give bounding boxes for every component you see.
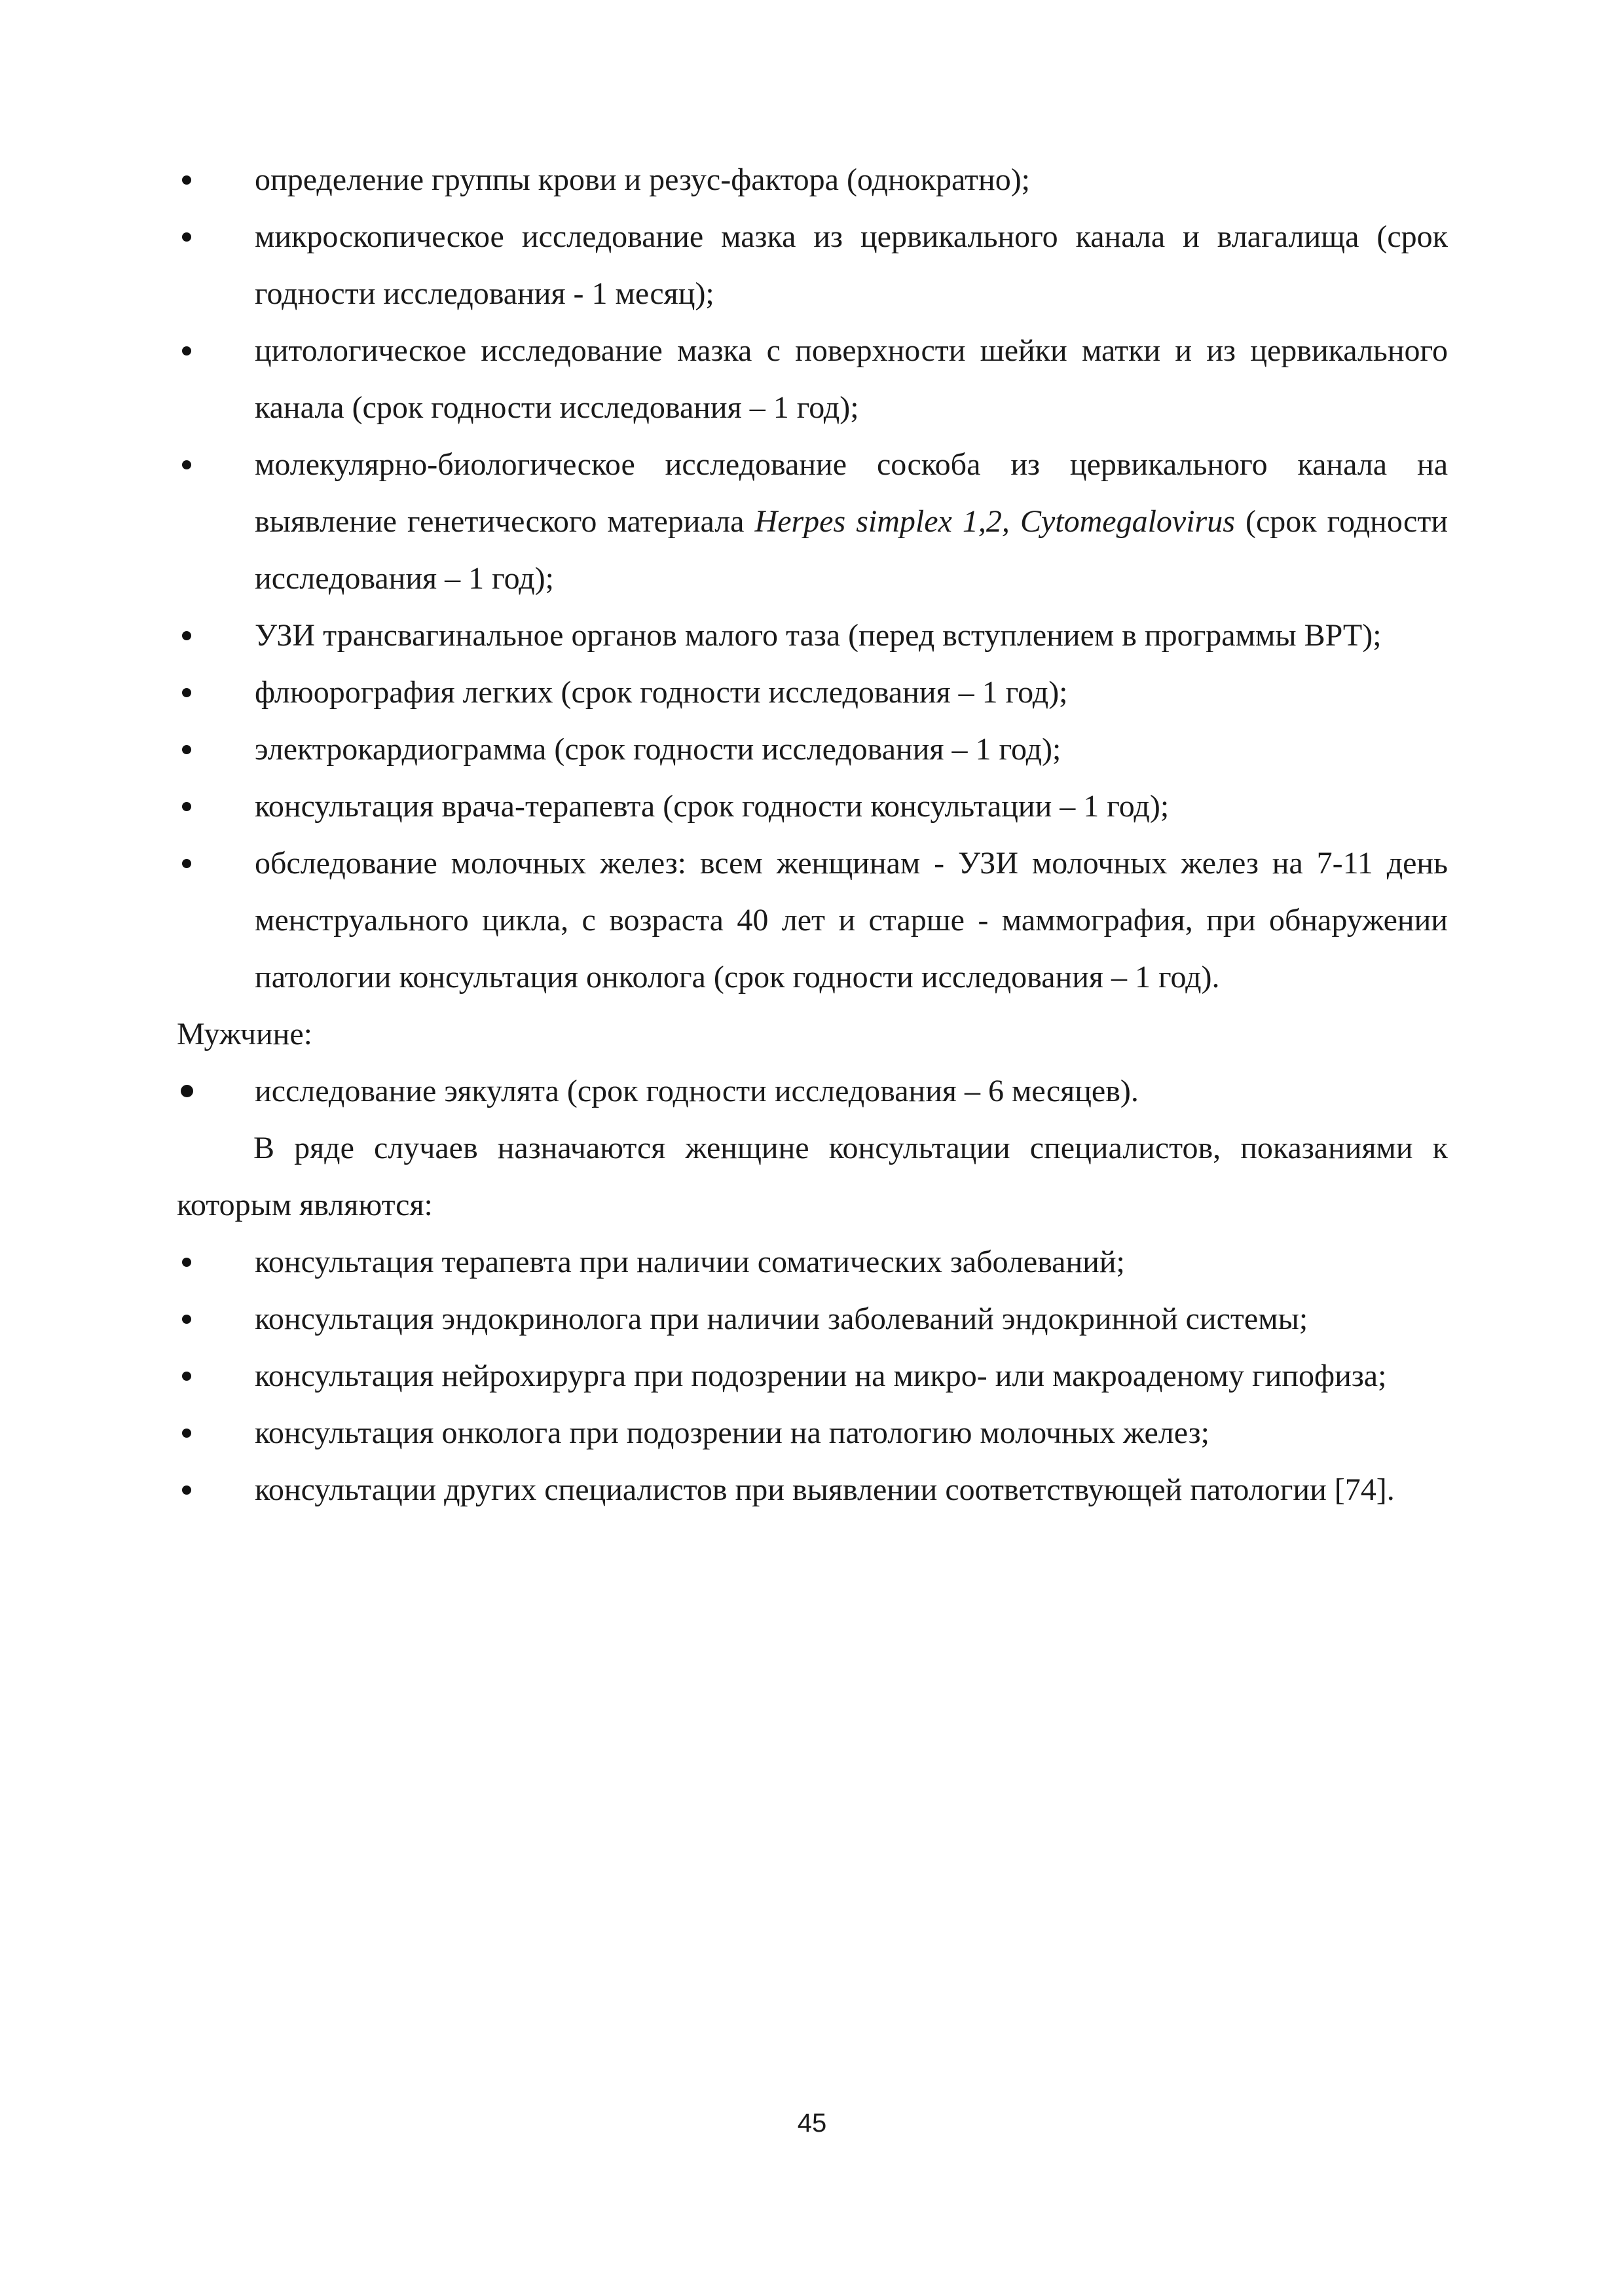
bullet-icon	[177, 322, 210, 379]
list-item: исследование эякулята (срок годности исследования – 6 месяцев).	[177, 1063, 1448, 1120]
list-item: молекулярно-биологическое исследование соскоба из цервикального канала на выявление генетического материала Herpes simplex 1,2, Cytomegalovirus (срок годности исследования – 1 год);	[177, 436, 1448, 607]
list-item: консультация нейрохирурга при подозрении на микро- или макроаденому гипофиза;	[177, 1347, 1448, 1404]
bullet-icon	[177, 1347, 210, 1404]
bullet-icon	[177, 721, 210, 778]
bullet-icon	[177, 664, 210, 721]
bullet-icon	[177, 1404, 210, 1461]
list-item: микроскопическое исследование мазка из цервикального канала и влагалища (срок годности исследования - 1 месяц);	[177, 208, 1448, 322]
consultation-list	[177, 1233, 1448, 1518]
men-heading: Мужчине:	[177, 1017, 312, 1051]
list-item: цитологическое исследование мазка с поверхности шейки матки и из цервикального канала (срок годности исследования – 1 год);	[177, 322, 1448, 436]
consultation-intro-paragraph: В ряде случаев назначаются женщине консультации специалистов, показаниями к которым являются:	[177, 1131, 1448, 1222]
men-exam-list	[177, 1063, 1448, 1120]
bullet-icon	[177, 1461, 210, 1518]
page-number: 45	[797, 2109, 827, 2138]
list-item: консультации других специалистов при выявлении соответствующей патологии [74].	[177, 1461, 1448, 1518]
bullet-icon	[177, 1233, 210, 1290]
list-item: консультация эндокринолога при наличии заболеваний эндокринной системы;	[177, 1290, 1448, 1347]
list-item: консультация терапевта при наличии соматических заболеваний;	[177, 1233, 1448, 1290]
bullet-icon	[177, 1063, 210, 1120]
bullet-icon	[177, 208, 210, 265]
bullet-icon	[177, 607, 210, 664]
pathogen-names: Herpes simplex 1,2, Cytomegalovirus	[754, 504, 1235, 539]
list-item: определение группы крови и резус-фактора (однократно);	[177, 151, 1448, 208]
list-item: консультация врача-терапевта (срок годности консультации – 1 год);	[177, 778, 1448, 835]
bullet-icon	[177, 436, 210, 493]
list-item: УЗИ трансвагинальное органов малого таза (перед вступлением в программы ВРТ);	[177, 607, 1448, 664]
list-item: консультация онколога при подозрении на патологию молочных желез;	[177, 1404, 1448, 1461]
list-item: флюорография легких (срок годности исследования – 1 год);	[177, 664, 1448, 721]
page-content	[177, 151, 1448, 1518]
bullet-icon	[177, 835, 210, 892]
list-item: обследование молочных желез: всем женщинам - УЗИ молочных желез на 7-11 день менструального цикла, с возраста 40 лет и старше - маммография, при обнаружении патологии консультация онколога (срок годности исследования – 1 год).	[177, 835, 1448, 1006]
women-exam-list	[177, 151, 1448, 1006]
bullet-icon	[177, 1290, 210, 1347]
bullet-icon	[177, 151, 210, 208]
bullet-icon	[177, 778, 210, 835]
list-item: электрокардиограмма (срок годности исследования – 1 год);	[177, 721, 1448, 778]
